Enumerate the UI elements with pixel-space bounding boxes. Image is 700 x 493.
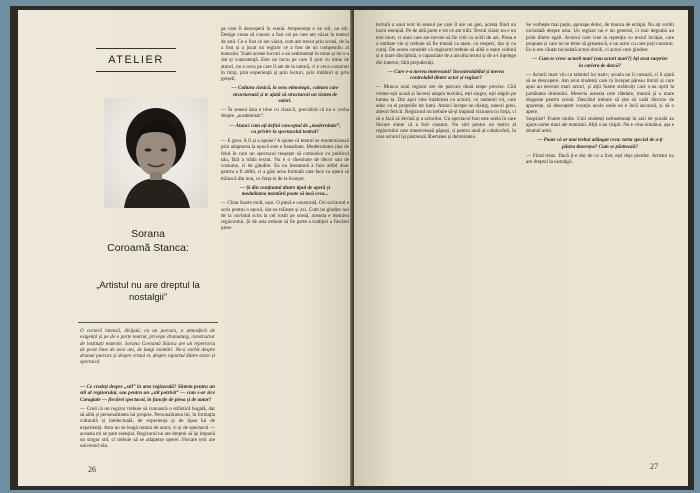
paragraph: — E greu. A fi și a opune? A spune că teatrul se modernizează prin adaptarea la epocă este o banalitate. Modernitatea ține de felul în care un spectacol reușește să comunice cu publicul său, fără a trăda textul. Nu e o chestiune de decor sau de costume, ci de gândire. Ea nu înseamnă a face altfel doar pentru a fi altfel, ci a găsi acea formulă care face ca opera să trăiască din nou, cu forța ei de la început. [221,138,349,182]
paragraph: lectură a unui text în sensul pe care îl are un gen, acesta fiind un lucru esențial. Pe de altă parte e tot ce am trăit. Textul clasic nu e un text mort, ci unul care are nevoie să fie citit cu ochii de azi. Piesa e o entitate vie și trebuie să fie tratată ca atare, cu respect, dar și cu curaj. De aceea consider că regizorul trebuie să aibă o mare cultură și o mare disciplină, o capacitate de a asculta textul și de a-l înțelege din interior, fără prejudecăți. [376,22,516,66]
paragraph: Surprize? Foarte multe. Unii studenți neînsemnați în anii de școală au ajuns nume mari ale teatrului. Alții s-au risipit. Nu e vina nimănui, așa e drumul artei. [526,115,674,134]
headline: „Artistul nu are dreptul la nostalgii” [96,280,200,303]
paragraph: — În sensul ăsta e bine cu clasicii, precizînd că nu e vorba despre „academism”. [221,107,349,120]
section-header [96,48,176,72]
portrait-image [104,98,208,208]
paragraph: — Fiind treaz. Dacă ți-e dor de ce a fost, ești deja pierdut. Artistul nu are dreptul la nostalgii. [526,152,674,165]
question-great-actors: — Cum se cresc actorii mari (sau actori mari?) Ați avut surprize în cariera de dască? [532,56,668,69]
paragraph: pe care îl descoperă în scenă. Ampreunța e un stil, nu stil. Design vreau să cunosc a fost cel pe care am văzut în teatrul de artă. Ce o fost ce am văzut, cum am trecut prin scenă, de la a fost și a jucat un regizor ce a fost de un compendiu al teatrului. Toate aceste lucruri s-au sedimentat în mine și mi s-a dat și consistență. Este un lucru pe care îl port cu mine de atunci, nu e ceva pe care îl am de la natură, ci e ceva construit în timp, prin experiență și prin lecturi, prin întâlniri și prin greșeli. [221,26,349,82]
right-column-2 [526,22,674,165]
answer-style: — Cred că un regizor trebuie să cunoască o stilistică bogată, dar să aibă și personalitatea lui proprie. Personalitatea lui, în formația culturală și intelectuală, de experiența și de lipsa lui de experiență. Asta nu se leagă numai de autor, ci și de spectacol — aceasta mi se pare esențial. Regizorul nu are dreptul să își impună un singur stil, ci trebuie să se adapteze operei. Fiecare text are universul său. [80,405,215,450]
intro-text [80,328,215,366]
paragraph: — Chiar foarte mult, ușor. O piesă e construită. Ori scriitorul e scris pentru o epocă, dar ea trăiește și azi. Cum ne gîndim noi de la cuvîntul scris la cel rostit pe scenă, aceasta e menirea regizorului. Și de asta trebuie să fie parte a tradiției a fiecărei piese. [221,200,349,232]
left-column-1 [80,384,215,450]
page-number-left: 26 [88,465,96,474]
left-page [18,10,352,486]
question-culture: — Cultura clasică, în sens etimologic, cultura care structurează și te ajută să structurezi un sistem de valori. [231,85,339,104]
interviewee-last-name: Coroamă Stanca: [107,242,189,254]
question-modernity: — Atunci cum ați defini conceptul de „modernitate”, cu privire la spectacolul teatral? [229,122,341,135]
portrait-photo [104,98,208,208]
right-page [354,10,688,486]
left-column-2 [221,26,349,232]
paragraph: — Actorii mari vin cu talentul lor nativ; școala nu îi creează, ci îi ajută să se descopere. Am avut studenți care la început păreau timizi și care apoi au devenit mari actori, și alții foarte străluciți care s-au oprit la jumătatea drumului. Meseria aceasta cere răbdare, muncă și o mare dragoste pentru scenă. Dascălul trebuie să știe să vadă dincolo de aparențe, să descopere vocația acolo unde ea e încă ascunsă, și să o apere. [526,71,674,116]
right-column-1 [376,22,516,141]
paragraph: — Munca unui regizor are de parcurs două etape precise. Cîtă vreme ești acasă și lucrezi asupra textului, ești singur, ești stăpîn pe lumea ta. Dar apoi vine întâlnirea cu actorii, cu oamenii vii, care aduc cu ei propriile lor lumi. Atunci începe un dialog, uneori greu, alteori fericit. Regizorul nu trebuie să-și impună viziunea cu forța, ci să o facă să devină și a actorilor. Un spectacol bun este acela în care fiecare simte că a fost coautor. Nu sînt pentru un teatru al regizorului care manevrează păpuși, ci pentru unul al colaborării, în care actorul își păstrează libertatea și demnitatea. [376,84,516,141]
question-style: — Ce credeți despre „stil” în arta regizorală? Sîntem pentru un stil al regizorului, sau pentru un „stil potrivit” — cum s-ar zice Caragiale — fiecărei spectacol, în funcție de piesa și de autor? [80,384,215,403]
paragraph: Se vorbește mai puțin, aproape deloc, de munca de echipă. Nu ați vorbit niciodată despre asta. Un regizor nu e un general, ci mai degrabă un prim dintre egali. Actorul care vine la repetiție cu textul învățat, care propune și care nu se teme să greșească, e un actor cu care poți construi. Eu n-am căutat niciodată actori docili, ci actori care gîndesc. [526,22,674,53]
interviewee-first-name: Sorana [131,228,165,240]
question-actor-director: — Care e-a mereu interesant? Incontrolabilul și mereu controlabil dintre actor și regizor? [387,68,505,81]
page-number-right: 27 [650,462,658,471]
question-content: — Și din conținutul dintre tipul de operă și modalitatea montării poate să iasă ceva... [239,184,331,197]
divider [78,322,218,323]
intro-paragraph: O carieră intensă, dirijată, cu un parcurs, o atmosferă de exigență și pe de o parte teatrul, privește dramaturg, constructor de instituții teatrale. Sorana Coroamă Stanca are un repertoriu de peste bine de zece ani, de lungi montări. Ne-a vorbit despre drumul parcurs și despre crezul ei, despre raportul dintre actor și spectacol. [80,328,215,366]
section-label: ATELIER [108,54,164,66]
question-youth: — Poate că ar mai trebui adăugat ceva: tortu special de a-ți păstra tinerețea? Cum se păstrează? [537,137,663,150]
book-spread [10,6,694,490]
